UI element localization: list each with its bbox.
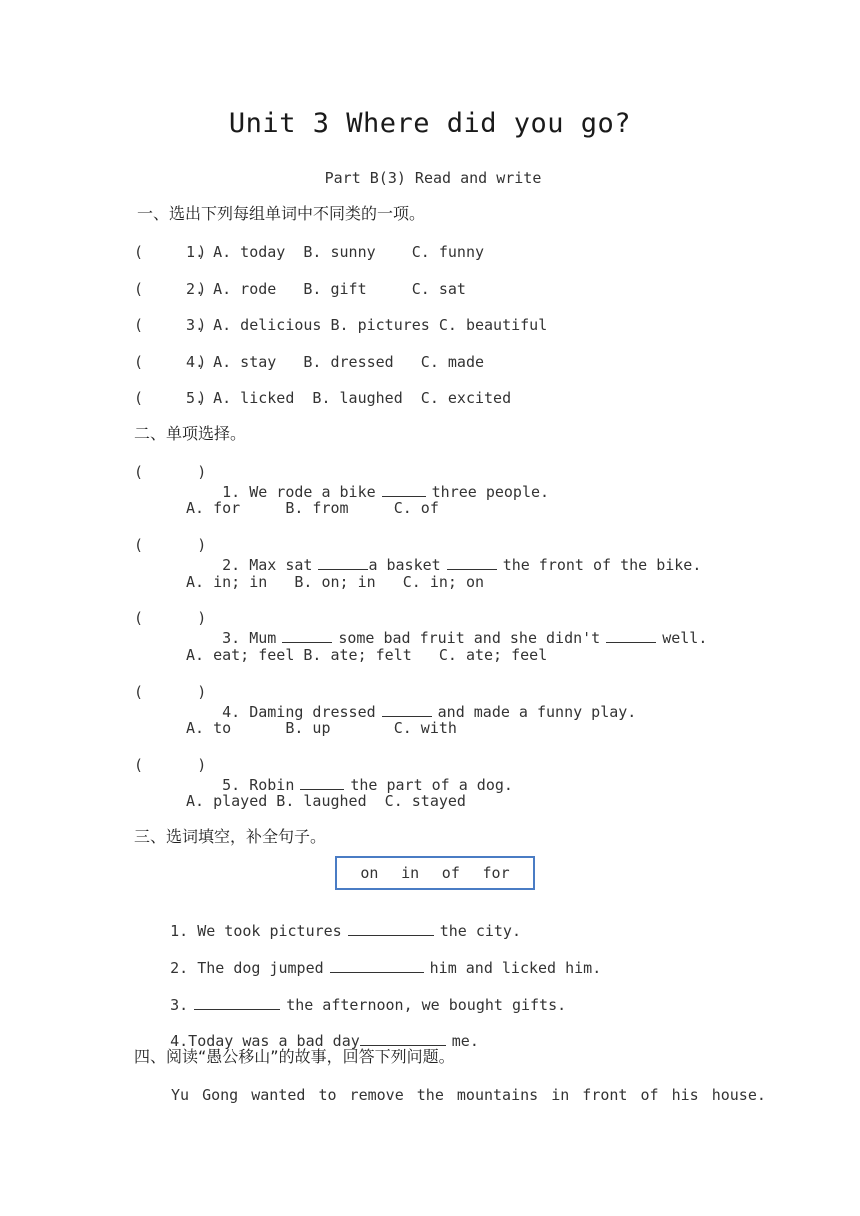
section2-heading: 二、单项选择。 xyxy=(134,424,247,443)
answer-paren[interactable]: ( ) xyxy=(134,609,207,627)
answer-paren[interactable]: ( ) xyxy=(134,353,207,371)
page-title: Unit 3 Where did you go? xyxy=(228,108,632,139)
s2-options-4: A. to B. up C. with xyxy=(186,719,457,737)
word-bank-item: in xyxy=(401,864,420,882)
answer-paren[interactable]: ( ) xyxy=(134,683,207,701)
s1-question-3: 3. A. delicious B. pictures C. beautiful xyxy=(186,316,548,334)
word-bank-item: for xyxy=(482,864,510,882)
question-text: the part of a dog. xyxy=(350,776,513,794)
question-text: 1. We rode a bike xyxy=(222,483,376,501)
word-bank-item: of xyxy=(441,864,460,882)
section1-heading: 一、选出下列每组单词中不同类的一项。 xyxy=(137,204,426,223)
sentence-text: me. xyxy=(451,1032,479,1050)
s1-question-2: 2. A. rode B. gift C. sat xyxy=(186,280,466,298)
s1-question-5: 5. A. licked B. laughed C. excited xyxy=(186,389,512,407)
question-text: a basket xyxy=(368,556,441,574)
sentence-text: the afternoon, we bought gifts. xyxy=(286,996,567,1014)
s1-question-1: 1. A. today B. sunny C. funny xyxy=(186,243,485,261)
answer-paren[interactable]: ( ) xyxy=(134,756,207,774)
question-text: 5. Robin xyxy=(222,776,295,794)
question-text: and made a funny play. xyxy=(437,703,637,721)
question-text: 3. Mum xyxy=(222,629,277,647)
answer-blank[interactable] xyxy=(382,482,426,497)
answer-blank[interactable] xyxy=(447,555,497,570)
s2-options-2: A. in; in B. on; in C. in; on xyxy=(186,573,485,591)
question-text: well. xyxy=(662,629,708,647)
question-text: 2. Max sat xyxy=(222,556,313,574)
answer-paren[interactable]: ( ) xyxy=(134,389,207,407)
answer-blank[interactable] xyxy=(300,775,344,790)
sentence-text: 1. We took pictures xyxy=(170,922,342,940)
answer-blank[interactable] xyxy=(330,958,424,973)
answer-blank[interactable] xyxy=(348,921,434,936)
sentence-text: 2. The dog jumped xyxy=(170,959,324,977)
answer-blank[interactable] xyxy=(318,555,368,570)
question-text: 4. Daming dressed xyxy=(222,703,376,721)
answer-blank[interactable] xyxy=(606,628,656,643)
s2-options-1: A. for B. from C. of xyxy=(186,499,439,517)
section4-heading: 四、阅读“愚公移山”的故事，回答下列问题。 xyxy=(134,1047,455,1066)
answer-blank[interactable] xyxy=(194,995,280,1010)
word-bank-item: on xyxy=(360,864,379,882)
sentence-text: 4.Today was a bad day xyxy=(170,1032,360,1050)
answer-blank[interactable] xyxy=(282,628,332,643)
s2-options-3: A. eat; feel B. ate; felt C. ate; feel xyxy=(186,646,548,664)
sentence-text: 3. xyxy=(170,996,189,1014)
word-bank-box xyxy=(335,856,535,890)
sentence-text: the city. xyxy=(439,922,521,940)
s1-question-4: 4. A. stay B. dressed C. made xyxy=(186,353,485,371)
question-text: three people. xyxy=(431,483,550,501)
sentence-text: him and licked him. xyxy=(429,959,602,977)
answer-paren[interactable]: ( ) xyxy=(134,280,207,298)
answer-paren[interactable]: ( ) xyxy=(134,536,207,554)
reading-paragraph: Yu Gong wanted to remove the mountains in front of his house. xyxy=(171,1086,766,1104)
answer-blank[interactable] xyxy=(382,702,432,717)
page-subtitle: Part B(3) Read and write xyxy=(324,169,542,187)
answer-paren[interactable]: ( ) xyxy=(134,243,207,261)
question-text: some bad fruit and she didn't xyxy=(338,629,601,647)
question-text: the front of the bike. xyxy=(502,556,702,574)
section3-heading: 三、选词填空，补全句子。 xyxy=(134,827,327,846)
answer-paren[interactable]: ( ) xyxy=(134,463,207,481)
answer-paren[interactable]: ( ) xyxy=(134,316,207,334)
answer-blank[interactable] xyxy=(360,1031,446,1046)
s2-options-5: A. played B. laughed C. stayed xyxy=(186,792,466,810)
